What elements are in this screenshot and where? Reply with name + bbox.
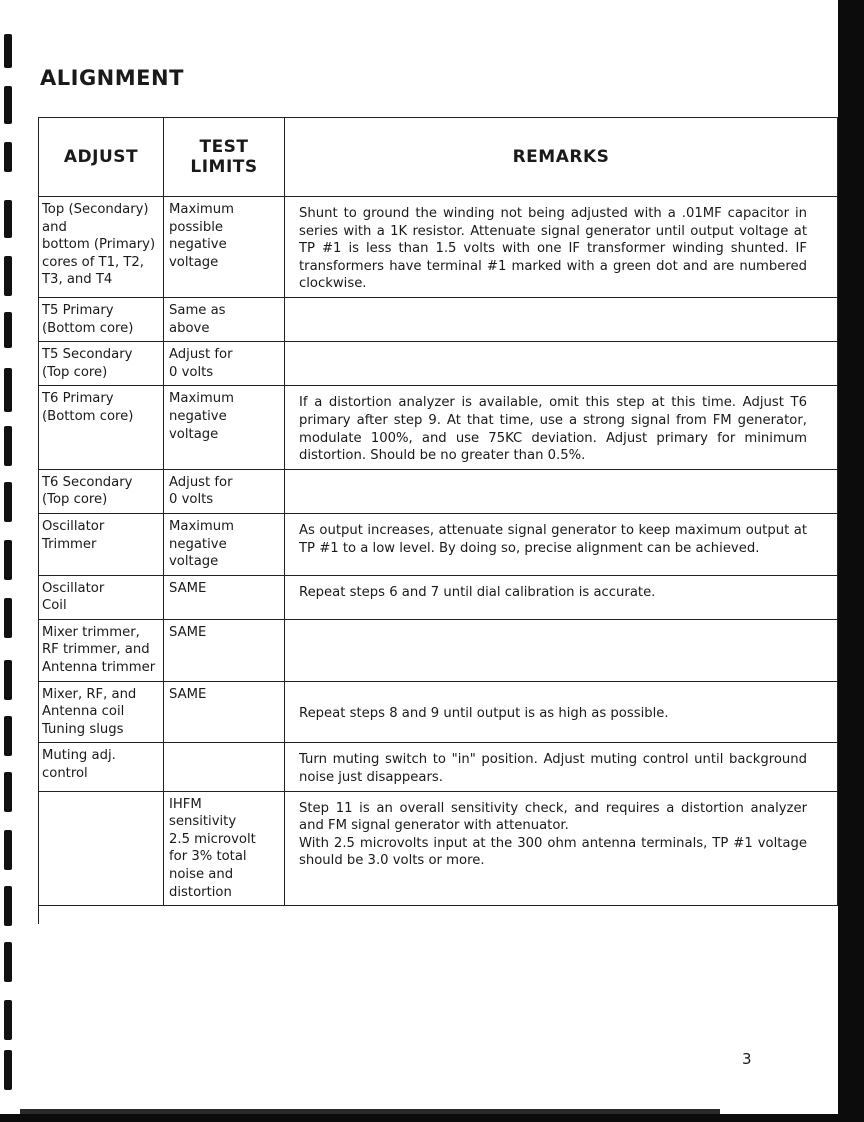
table-row (39, 513, 838, 575)
page-number: 3 (742, 1050, 752, 1068)
remarks-cell: Repeat steps 6 and 7 until dial calibration is accurate. (285, 575, 838, 619)
adjust-cell: T5 Secondary (Top core) (39, 342, 164, 386)
remarks-cell: Shunt to ground the winding not being adjusted with a .01MF capacitor in series with a 1K resistor. Attenuate signal generator until output voltage at TP #1 is less than 1.5 volts with one IF transformer winding shunted. IF transformers have terminal #1 marked with a green dot and are numbered clockwise. (285, 197, 838, 298)
adjust-cell: Oscillator Coil (39, 575, 164, 619)
adjust-cell: T5 Primary (Bottom core) (39, 297, 164, 341)
table-row (39, 342, 838, 386)
remarks-cell (285, 469, 838, 513)
adjust-cell: T6 Primary (Bottom core) (39, 386, 164, 469)
table-row (39, 791, 838, 906)
adjust-cell: Top (Secondary) and bottom (Primary) cores of T1, T2, T3, and T4 (39, 197, 164, 298)
limits-cell: Maximum negative voltage (164, 386, 285, 469)
binding-marks (0, 20, 22, 1100)
page-edge-right (838, 0, 864, 1122)
adjust-cell: T6 Secondary (Top core) (39, 469, 164, 513)
remarks-cell (285, 297, 838, 341)
limits-cell: Same as above (164, 297, 285, 341)
limits-cell (164, 743, 285, 791)
header-test-limits: TEST LIMITS (164, 118, 285, 197)
adjust-cell: Mixer trimmer, RF trimmer, and Antenna trimmer (39, 619, 164, 681)
adjust-cell (39, 791, 164, 906)
trailer-cell (285, 906, 838, 925)
remarks-cell: As output increases, attenuate signal generator to keep maximum output at TP #1 to a low level. By doing so, precise alignment can be achieved. (285, 513, 838, 575)
remarks-cell: Step 11 is an overall sensitivity check, and requires a distortion analyzer and FM signal generator with attenuator. With 2.5 microvolts input at the 300 ohm antenna terminals, TP #1 voltage should be 3.0 volts or more. (285, 791, 838, 906)
limits-cell: Adjust for 0 volts (164, 469, 285, 513)
trailer-cell (39, 906, 164, 925)
remarks-cell (285, 342, 838, 386)
remarks-cell: If a distortion analyzer is available, omit this step at this time. Adjust T6 primary after step 9. At that time, use a strong signal from FM generator, modulate 100%, and use 75KC deviation. Adjust primary for minimum distortion. Should be no greater than 0.5%. (285, 386, 838, 469)
table-row (39, 469, 838, 513)
table-row (39, 575, 838, 619)
limits-cell: IHFM sensitivity 2.5 microvolt for 3% total noise and distortion (164, 791, 285, 906)
remarks-cell: Repeat steps 8 and 9 until output is as high as possible. (285, 681, 838, 743)
limits-cell: Maximum negative voltage (164, 513, 285, 575)
table-row (39, 297, 838, 341)
adjust-cell: Mixer, RF, and Antenna coil Tuning slugs (39, 681, 164, 743)
table-row (39, 743, 838, 791)
page-title: ALIGNMENT (40, 66, 184, 90)
header-remarks: REMARKS (285, 118, 838, 197)
remarks-cell: Turn muting switch to "in" position. Adjust muting control until background noise just disappears. (285, 743, 838, 791)
table-row (39, 619, 838, 681)
page-edge-bottom (0, 1114, 864, 1122)
table-header-row (39, 118, 838, 197)
limits-cell: Adjust for 0 volts (164, 342, 285, 386)
limits-cell: SAME (164, 575, 285, 619)
header-adjust: ADJUST (39, 118, 164, 197)
limits-cell: SAME (164, 681, 285, 743)
adjust-cell: Oscillator Trimmer (39, 513, 164, 575)
table-row (39, 386, 838, 469)
trailer-cell (164, 906, 285, 925)
limits-cell: SAME (164, 619, 285, 681)
limits-cell: Maximum possible negative voltage (164, 197, 285, 298)
table-row (39, 681, 838, 743)
table-trailer (39, 906, 838, 925)
table-row (39, 197, 838, 298)
adjust-cell: Muting adj. control (39, 743, 164, 791)
remarks-cell (285, 619, 838, 681)
alignment-table (38, 117, 838, 924)
